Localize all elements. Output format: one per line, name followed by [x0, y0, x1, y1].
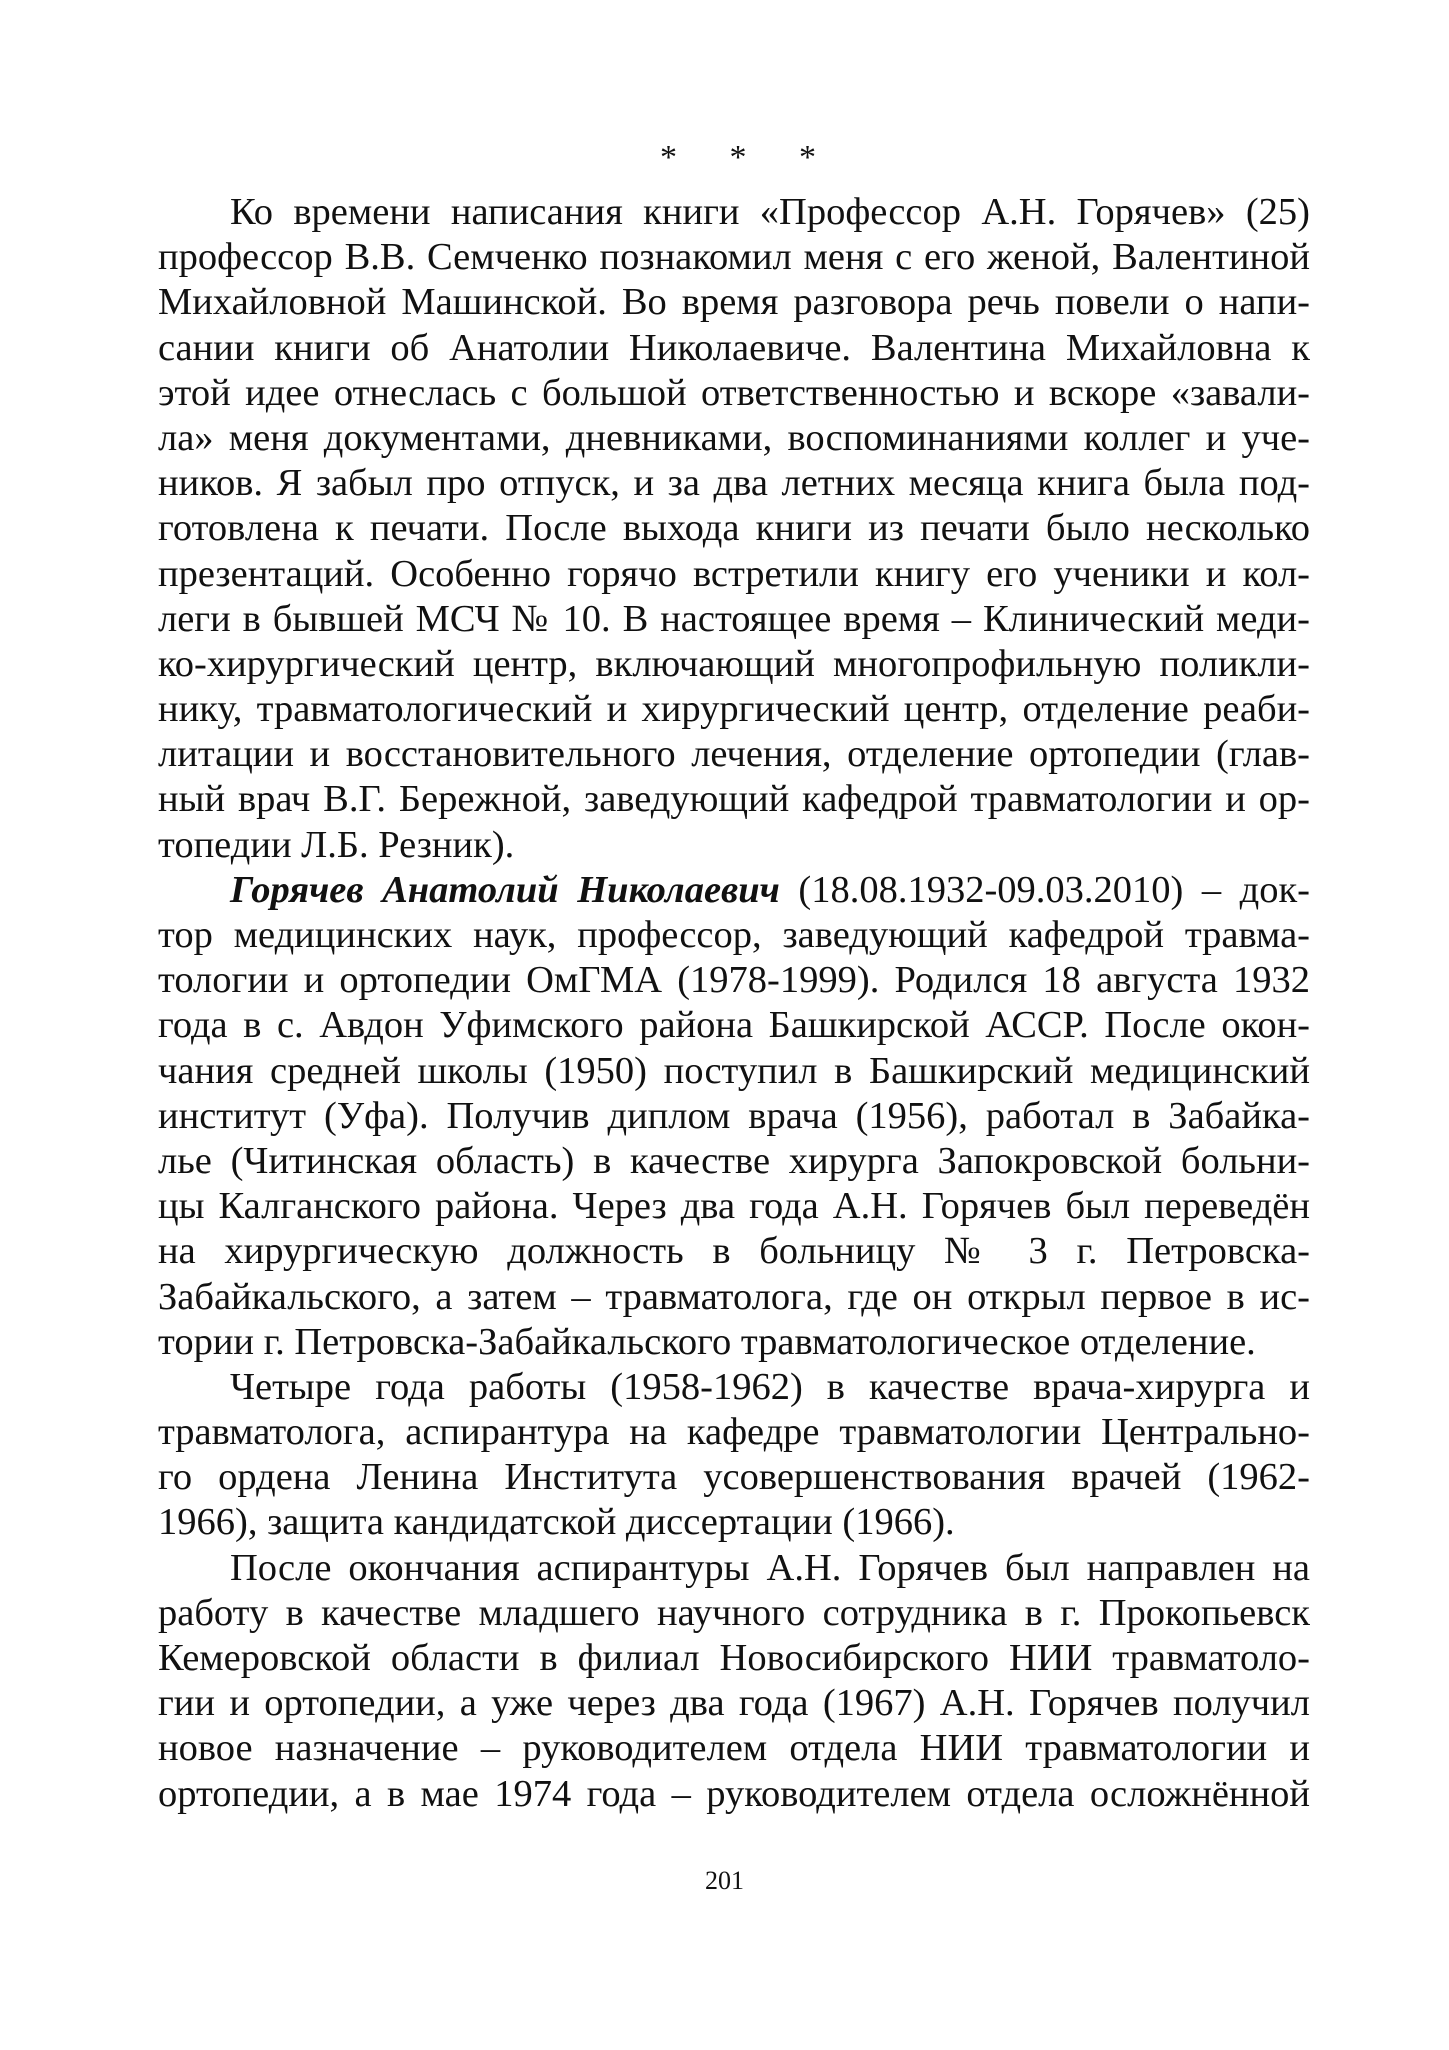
- section-separator: * * *: [660, 139, 838, 176]
- text-line: профессор В.В. Семченко познакомил меня с его женой, Валентиной: [158, 236, 1310, 279]
- text-line: презентаций. Особенно горячо встретили книгу его ученики и кол-: [158, 552, 1310, 595]
- body-text: [158, 190, 1310, 1817]
- text-line: ортопедии, а в мае 1974 года – руководителем отдела осложнённой: [158, 1772, 1310, 1815]
- text-line: После окончания аспирантуры А.Н. Горячев был направлен на: [230, 1546, 1310, 1589]
- text-line: тории г. Петровска-Забайкальского травматологическое отделение.: [158, 1320, 1256, 1363]
- text-line: литации и восстановительного лечения, отделение ортопедии (глав-: [158, 733, 1310, 776]
- text-line: готовлена к печати. После выхода книги из печати было несколько: [158, 507, 1310, 550]
- text-line: тологии и ортопедии ОмГМА (1978-1999). Родился 18 августа 1932: [158, 959, 1310, 1002]
- page-number: 201: [705, 1866, 744, 1895]
- text-line: 1966), защита кандидатской диссертации (1966).: [158, 1501, 955, 1544]
- text-line: леги в бывшей МСЧ № 10. В настоящее время – Клинический меди-: [158, 597, 1310, 640]
- text-line: травматолога, аспирантура на кафедре травматологии Центрально-: [158, 1411, 1310, 1454]
- text-line: Ко времени написания книги «Профессор А.Н. Горячев» (25): [230, 191, 1310, 233]
- text-line: нику, травматологический и хирургический центр, отделение реаби-: [158, 688, 1310, 731]
- text-line: лье (Читинская область) в качестве хирурга Запокровской больни-: [158, 1139, 1310, 1182]
- text-line: года в с. Авдон Уфимского района Башкирской АССР. После окон-: [158, 1004, 1310, 1047]
- text-line: чания средней школы (1950) поступил в Башкирский медицинский: [158, 1049, 1310, 1092]
- text-line: новое назначение – руководителем отдела НИИ травматологии и: [158, 1727, 1310, 1770]
- text-line: [158, 868, 1310, 913]
- text-line: тор медицинских наук, профессор, заведующий кафедрой травма-: [158, 914, 1310, 956]
- text-line: цы Калганского района. Через два года А.Н. Горячев был переведён: [158, 1185, 1310, 1228]
- text-line: ла» меня документами, дневниками, воспоминаниями коллег и уче-: [158, 416, 1310, 459]
- text-line: ко-хирургический центр, включающий многопрофильную поликли-: [158, 642, 1310, 685]
- text-line: Кемеровской области в филиал Новосибирского НИИ травматоло-: [158, 1637, 1310, 1679]
- text-line: работу в качестве младшего научного сотрудника в г. Прокопьевск: [158, 1591, 1310, 1634]
- text-line: Михайловной Машинской. Во время разговора речь повели о напи-: [158, 281, 1310, 324]
- page-body: [158, 128, 1310, 1817]
- text-line: го ордена Ленина Института усовершенствования врачей (1962-: [158, 1456, 1310, 1499]
- text-line: Четыре года работы (1958-1962) в качестве врача-хирурга и: [230, 1365, 1310, 1408]
- text-line: сании книги об Анатолии Николаевиче. Валентина Михайловна к: [158, 326, 1310, 369]
- text-line: ный врач В.Г. Бережной, заведующий кафедрой травматологии и ор-: [158, 778, 1310, 821]
- text-line: Забайкальского, а затем – травматолога, где он открыл первое в ис-: [158, 1275, 1310, 1318]
- text-line: на хирургическую должность в больницу № 3 г. Петровска-: [158, 1230, 1310, 1273]
- text-line: этой идее отнеслась с большой ответственностью и вскоре «завали-: [158, 371, 1310, 414]
- text-line: гии и ортопедии, а уже через два года (1967) А.Н. Горячев получил: [158, 1682, 1310, 1725]
- text-line: топедии Л.Б. Резник).: [158, 823, 515, 866]
- text-line: институт (Уфа). Получив диплом врача (1956), работал в Забайка-: [158, 1094, 1310, 1137]
- text-line: ников. Я забыл про отпуск, и за два летних месяца книга была под-: [158, 462, 1310, 505]
- person-name: Горячев Анатолий Николаевич: [230, 868, 780, 911]
- text-line-rest: (18.08.1932-09.03.2010) – док-: [779, 868, 1310, 911]
